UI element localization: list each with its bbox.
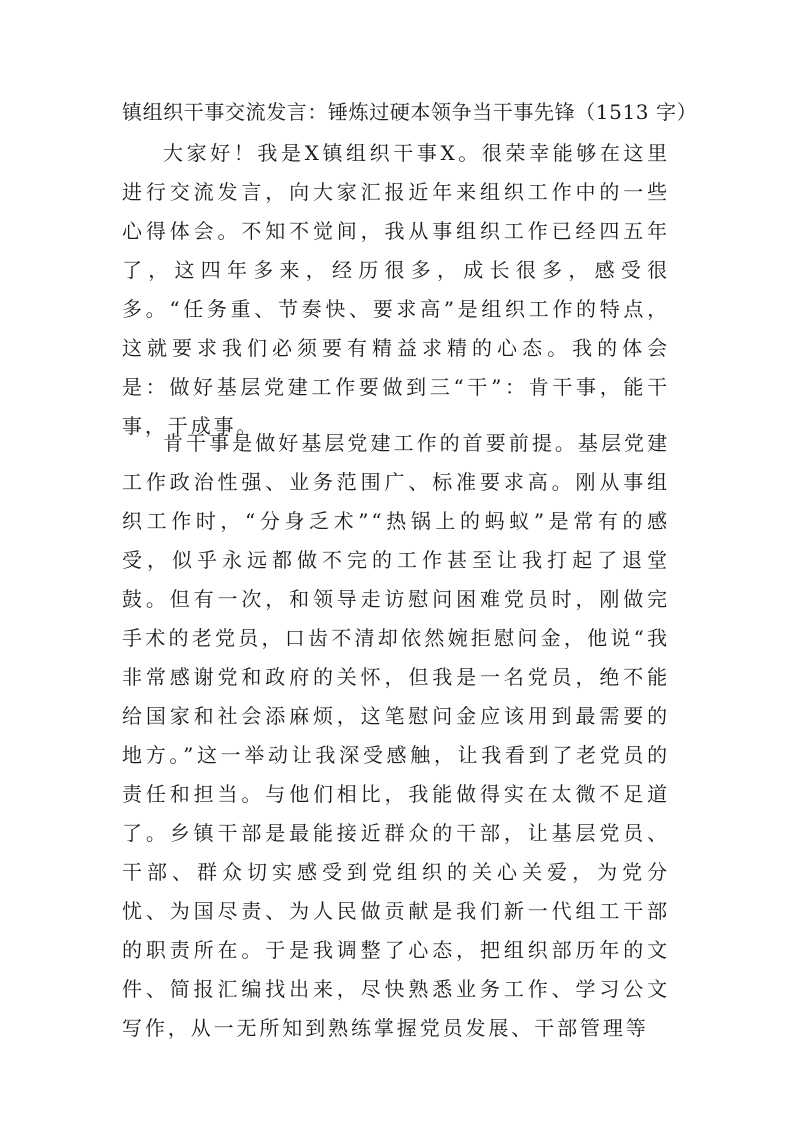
paragraph-greeting: 大家好！我是X镇组织干事X。很荣幸能够在这里进行交流发言，向大家汇报近年来组织工作中的一些心得体会。不知不觉间，我从事组织工作已经四五年了，这四年多来，经历很多，成长很多，感受很多。“任务重、节奏快、要求高”是组织工作的特点，这就要求我们必须要有精益求精的心态。我的体会是：做好基层党建工作要做到三“干”：肯干事，能干事，干成事。: [122, 141, 670, 438]
paragraph-willing-to-work: 肯干事是做好基层党建工作的首要前提。基层党建工作政治性强、业务范围广、标准要求高。刚从事组织工作时，“分身乏术”“热锅上的蚂蚁”是常有的感受，似乎永远都做不完的工作甚至让我打起了退堂鼓。但有一次，和领导走访慰问困难党员时，刚做完手术的老党员，口齿不清却依然婉拒慰问金，他说“我非常感谢党和政府的关怀，但我是一名党员，绝不能给国家和社会添麻烦，这笔慰问金应该用到最需要的地方。”这一举动让我深受感触，让我看到了老党员的责任和担当。与他们相比，我能做得实在太微不足道了。乡镇干部是最能接近群众的干部，让基层党员、干部、群众切实感受到党组织的关心关爱，为党分忧、为国尽责、为人民做贡献是我们新一代组工干部的职责所在。于是我调整了心态，把组织部历年的文件、简报汇编找出来，尽快熟悉业务工作、学习公文写作，从一无所知到熟练掌握党员发展、干部管理等: [122, 431, 670, 1040]
document-title: 镇组织干事交流发言：锤炼过硬本领争当干事先锋（1513 字）: [122, 100, 698, 124]
